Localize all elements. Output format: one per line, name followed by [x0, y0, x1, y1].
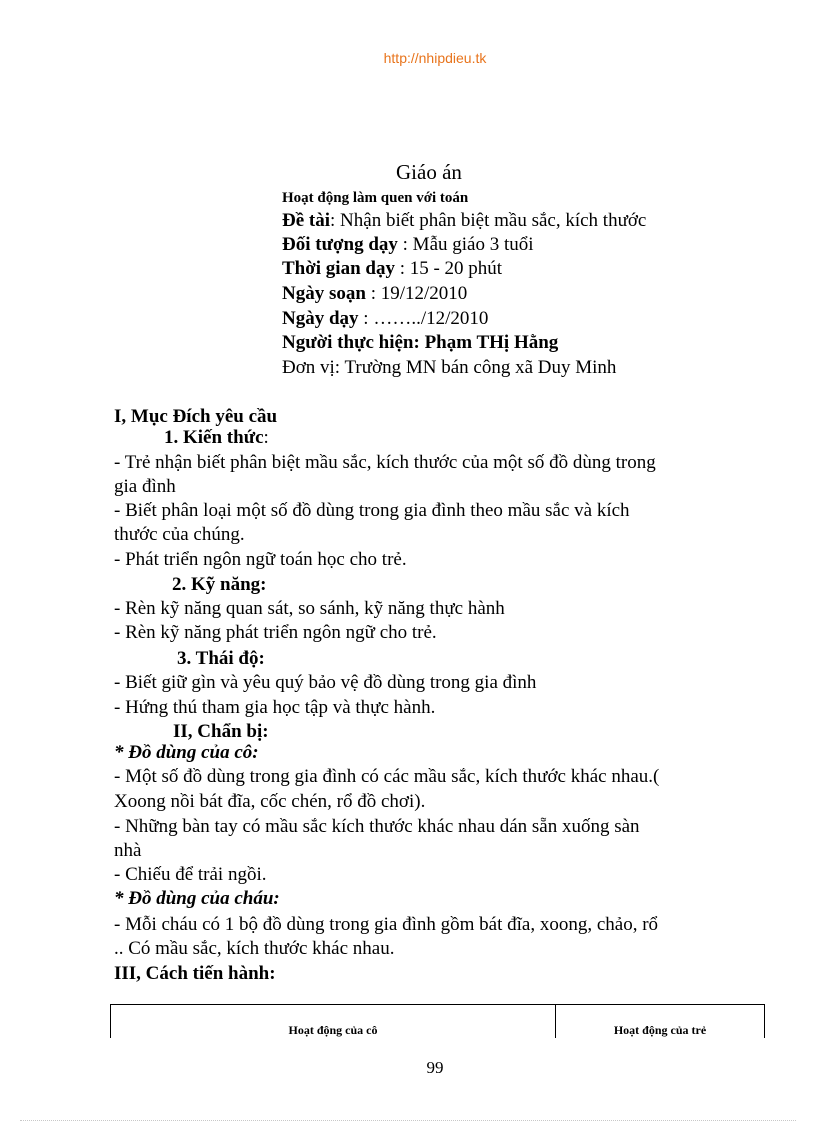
unit-line: Đơn vị: Trường MN bán công xã Duy Minh	[282, 357, 617, 378]
page-number: 99	[426, 1058, 444, 1077]
table-header-teacher: Hoạt động của cô	[111, 1005, 556, 1038]
topic-line	[282, 210, 646, 232]
attitude-line-1: - Biết giữ gìn và yêu quý bảo vệ đồ dùng trong gia đình	[114, 672, 537, 693]
skills-line-2: - Rèn kỹ năng phát triển ngôn ngữ cho trẻ.	[114, 622, 437, 643]
table-header-children: Hoạt động của trẻ	[613, 1023, 707, 1037]
knowledge-heading-colon: :	[263, 427, 269, 448]
teacher-items-line-4: nhà	[114, 840, 142, 861]
section2-heading: II, Chẩn bị:	[173, 721, 269, 742]
activity-table-header	[110, 1004, 765, 1038]
header-url: http://nhipdieu.tk	[383, 50, 487, 66]
topic-value: : Nhận biết phân biệt mầu sắc, kích thước	[330, 210, 647, 231]
section3-heading: III, Cách tiến hành:	[114, 963, 276, 984]
knowledge-heading-text: 1. Kiến thức	[164, 427, 264, 448]
child-items-line-2: .. Có mầu sắc, kích thước khác nhau.	[114, 938, 395, 959]
knowledge-line-4: thước của chúng.	[114, 524, 245, 545]
attitude-line-2: - Hứng thú tham gia học tập và thực hành.	[114, 697, 436, 718]
prep-date-value: : 19/12/2010	[365, 283, 468, 304]
teacher-value: : Phạm THị Hằng	[413, 332, 559, 353]
attitude-heading: 3. Thái độ:	[177, 648, 265, 669]
section1-heading: I, Mục Đích yêu cầu	[114, 406, 278, 427]
knowledge-line-5: - Phát triển ngôn ngữ toán học cho trẻ.	[114, 549, 407, 570]
teach-date-value: : ……../12/2010	[358, 308, 489, 329]
page-divider	[20, 1120, 796, 1121]
knowledge-line-3: - Biết phân loại một số đồ dùng trong gia đình theo mầu sắc và kích	[114, 500, 630, 521]
document-title: Giáo án	[396, 160, 462, 184]
teacher-items-line-3: - Những bàn tay có mầu sắc kích thước khác nhau dán sẵn xuống sàn	[114, 816, 640, 837]
teacher-line	[282, 332, 558, 354]
duration-value: : 15 - 20 phút	[394, 258, 503, 279]
prep-date-line	[282, 283, 467, 305]
topic-label: Đề tài	[282, 210, 331, 231]
prep-date-label: Ngày soạn	[282, 283, 366, 304]
teacher-items-line-2: Xoong nồi bát đĩa, cốc chén, rổ đồ chơi).	[114, 791, 426, 812]
duration-line	[282, 258, 502, 280]
skills-heading: 2. Kỹ năng:	[172, 574, 267, 595]
teacher-items-heading: * Đồ dùng của cô:	[114, 742, 259, 763]
teacher-items-line-5: - Chiếu để trải ngồi.	[114, 864, 267, 885]
audience-line	[282, 234, 534, 256]
audience-value: : Mẫu giáo 3 tuổi	[397, 234, 534, 255]
teach-date-line	[282, 308, 488, 330]
teacher-items-line-1: - Một số đồ dùng trong gia đình có các mầu sắc, kích thước khác nhau.(	[114, 766, 660, 787]
knowledge-line-2: gia đình	[114, 476, 176, 497]
teach-date-label: Ngày dạy	[282, 308, 359, 329]
knowledge-heading	[164, 427, 269, 449]
activity-line: Hoạt động làm quen với toán	[282, 190, 469, 206]
audience-label: Đối tượng dạy	[282, 234, 398, 255]
skills-line-1: - Rèn kỹ năng quan sát, so sánh, kỹ năng thực hành	[114, 598, 505, 619]
child-items-heading: * Đồ dùng của cháu:	[114, 888, 280, 909]
child-items-line-1: - Mỗi cháu có 1 bộ đồ dùng trong gia đình gồm bát đĩa, xoong, chảo, rổ	[114, 914, 659, 935]
teacher-label: Người thực hiện	[282, 332, 414, 353]
duration-label: Thời gian dạy	[282, 258, 395, 279]
knowledge-line-1: - Trẻ nhận biết phân biệt mầu sắc, kích thước của một số đồ dùng trong	[114, 452, 656, 473]
